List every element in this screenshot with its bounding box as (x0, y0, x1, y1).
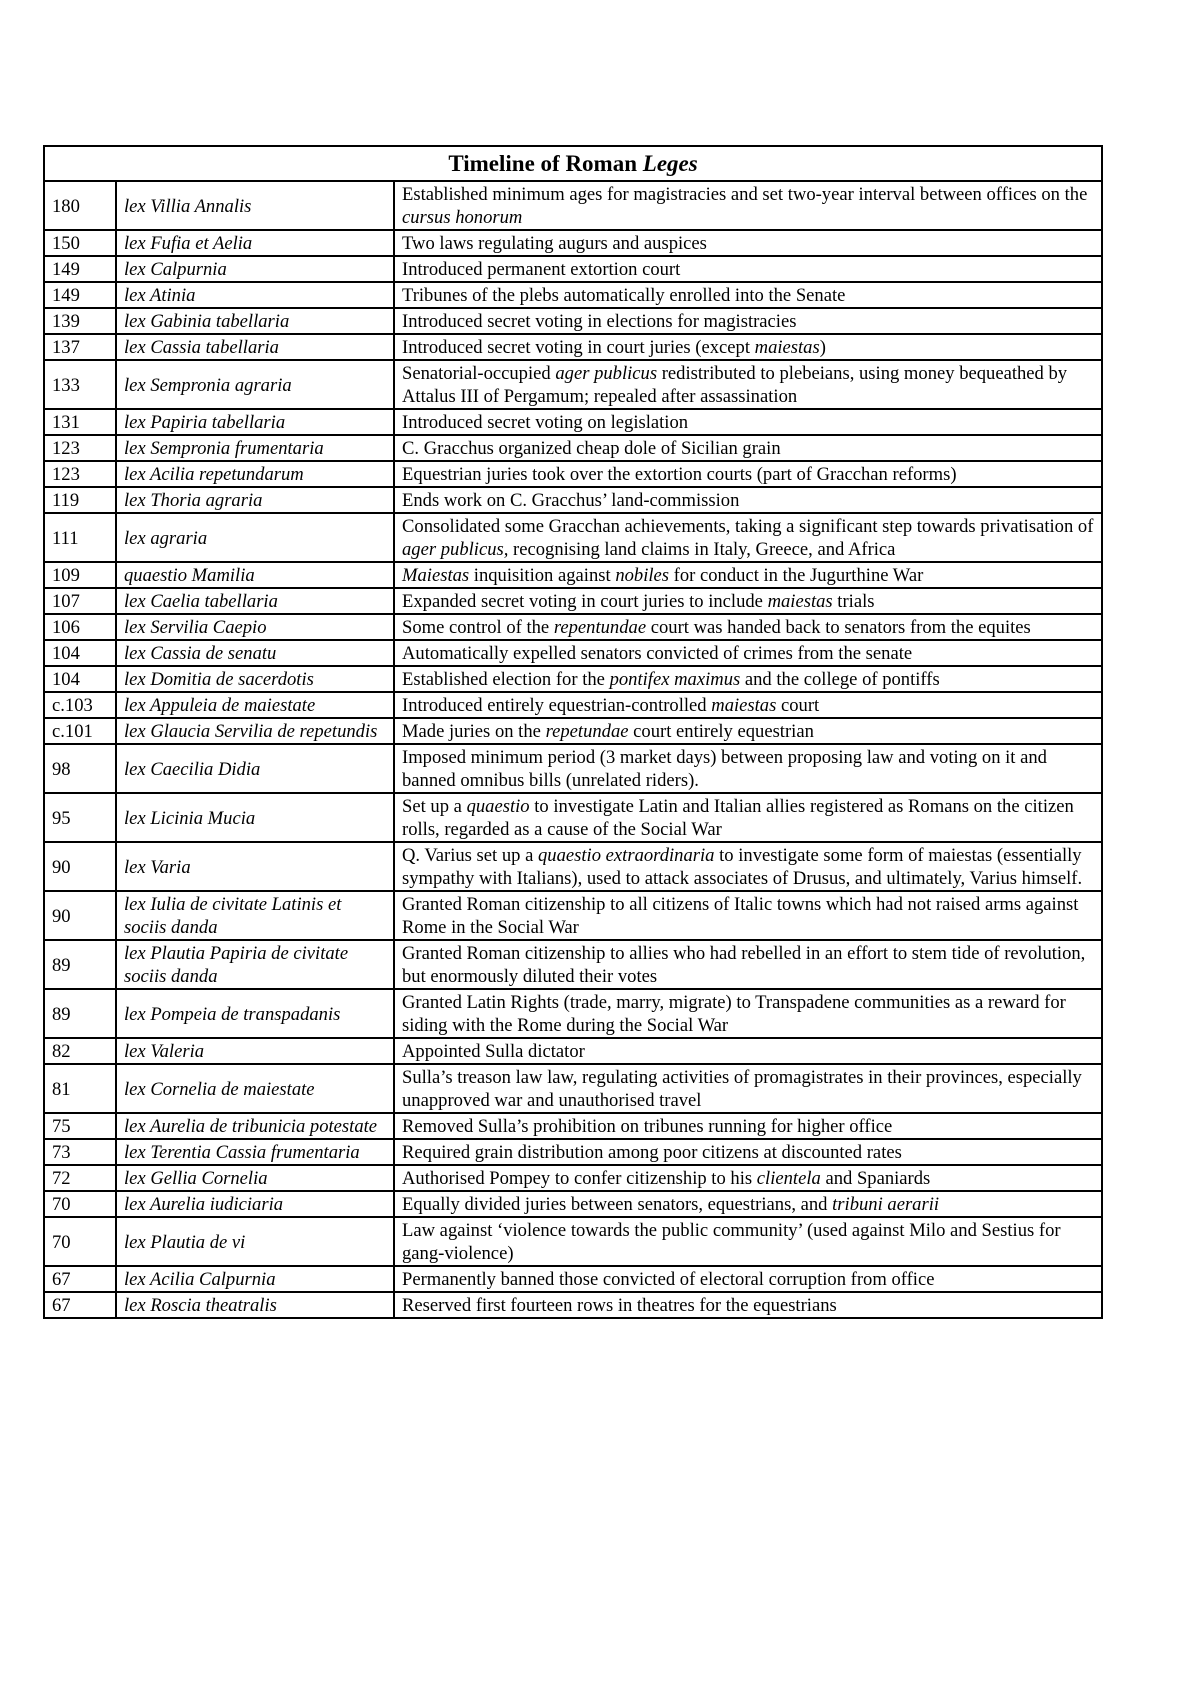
title-row (44, 146, 1102, 181)
description-text: Reserved first fourteen rows in theatres for the equestrians (402, 1295, 837, 1316)
table-title-text: Timeline of Roman (448, 151, 643, 176)
description-text: Introduced secret voting on legislation (402, 412, 689, 433)
description-cell (394, 1038, 1102, 1064)
table-row (44, 891, 1102, 940)
law-name-cell: lex Servilia Caepio (116, 614, 394, 640)
description-text: Granted Roman citizenship to all citizens of Italic towns which had not raised arms against Rome in the Social War (402, 894, 1079, 938)
table-body (44, 181, 1102, 1318)
table-row (44, 360, 1102, 409)
description-text: Imposed minimum period (3 market days) between proposing law and voting on it and banned omnibus bills (unrelated riders). (402, 747, 1047, 791)
description-cell (394, 562, 1102, 588)
description-italic-text: tribuni aerarii (832, 1194, 940, 1215)
law-name-cell: lex Iulia de civitate Latinis et sociis danda (116, 891, 394, 940)
description-cell (394, 891, 1102, 940)
law-name-cell: lex Papiria tabellaria (116, 409, 394, 435)
year-cell: 89 (44, 940, 116, 989)
description-italic-text: repentundae (553, 617, 647, 638)
table-row (44, 1292, 1102, 1318)
description-cell (394, 360, 1102, 409)
year-cell: 109 (44, 562, 116, 588)
year-cell: 133 (44, 360, 116, 409)
description-text: Required grain distribution among poor citizens at discounted rates (402, 1142, 902, 1163)
law-name-cell: lex Villia Annalis (116, 181, 394, 230)
description-text: to investigate Latin and Italian allies registered as Romans on the citizen rolls, regarded as a cause of the Social War (402, 796, 1074, 840)
description-text: trials (832, 591, 875, 612)
description-text: Two laws regulating augurs and auspices (402, 233, 707, 254)
table-row (44, 461, 1102, 487)
description-cell (394, 1217, 1102, 1266)
year-cell: 104 (44, 666, 116, 692)
description-cell (394, 692, 1102, 718)
description-italic-text: Maiestas (402, 565, 470, 586)
description-text: and the college of pontiffs (740, 669, 940, 690)
table-row (44, 744, 1102, 793)
description-cell (394, 181, 1102, 230)
document-page (43, 145, 1101, 1319)
year-cell: 67 (44, 1292, 116, 1318)
law-name-cell: lex Pompeia de transpadanis (116, 989, 394, 1038)
year-cell: 107 (44, 588, 116, 614)
description-italic-text: pontifex maximus (609, 669, 741, 690)
law-name-cell: lex Plautia de vi (116, 1217, 394, 1266)
law-name-cell: lex Acilia Calpurnia (116, 1266, 394, 1292)
law-name-cell: lex Thoria agraria (116, 487, 394, 513)
table-row (44, 435, 1102, 461)
law-name-cell: lex Caecilia Didia (116, 744, 394, 793)
year-cell: 81 (44, 1064, 116, 1113)
description-cell (394, 842, 1102, 891)
year-cell: 119 (44, 487, 116, 513)
description-cell (394, 308, 1102, 334)
description-cell (394, 1064, 1102, 1113)
description-text: recognising land claims in Italy, Greece, and Africa (508, 539, 896, 560)
description-text: Introduced entirely equestrian-controlled (402, 695, 712, 716)
law-name-cell: lex Domitia de sacerdotis (116, 666, 394, 692)
year-cell: 180 (44, 181, 116, 230)
year-cell: 137 (44, 334, 116, 360)
description-cell (394, 614, 1102, 640)
table-row (44, 692, 1102, 718)
law-name-cell: lex Plautia Papiria de civitate sociis danda (116, 940, 394, 989)
law-name-cell: lex Terentia Cassia frumentaria (116, 1139, 394, 1165)
table-row (44, 230, 1102, 256)
description-italic-text: quaestio extraordinaria (538, 845, 715, 866)
description-cell (394, 282, 1102, 308)
table-row (44, 1038, 1102, 1064)
law-name-cell: lex Sempronia agraria (116, 360, 394, 409)
description-italic-text: maiestas (754, 337, 820, 358)
year-cell: 95 (44, 793, 116, 842)
description-text: Ends work on C. Gracchus’ land-commission (402, 490, 740, 511)
year-cell: 72 (44, 1165, 116, 1191)
law-name-cell: lex Fufia et Aelia (116, 230, 394, 256)
description-cell (394, 256, 1102, 282)
year-cell: 70 (44, 1191, 116, 1217)
description-text: Consolidated some Gracchan achievements, taking a significant step towards privatisation of (402, 516, 1094, 537)
year-cell: 82 (44, 1038, 116, 1064)
law-name-cell: lex Aurelia de tribunicia potestate (116, 1113, 394, 1139)
description-cell (394, 230, 1102, 256)
description-cell (394, 588, 1102, 614)
table-row (44, 1113, 1102, 1139)
table-row (44, 1165, 1102, 1191)
description-text: Established minimum ages for magistracies and set two-year interval between offices on the (402, 184, 1088, 205)
description-text: Law against ‘violence towards the public community’ (used against Milo and Sestius for gang-violence) (402, 1220, 1061, 1264)
description-text: and Spaniards (820, 1168, 931, 1189)
table-row (44, 487, 1102, 513)
leges-timeline-table (43, 145, 1103, 1319)
law-name-cell: lex Valeria (116, 1038, 394, 1064)
description-cell (394, 1165, 1102, 1191)
year-cell: 90 (44, 891, 116, 940)
year-cell: 70 (44, 1217, 116, 1266)
description-italic-text: clientela (756, 1168, 821, 1189)
description-cell (394, 409, 1102, 435)
table-row (44, 308, 1102, 334)
table-row (44, 282, 1102, 308)
table-row (44, 1064, 1102, 1113)
table-row (44, 1191, 1102, 1217)
law-name-cell: lex Cassia tabellaria (116, 334, 394, 360)
description-text: Granted Latin Rights (trade, marry, migrate) to Transpadene communities as a reward for siding with the Rome during the Social War (402, 992, 1066, 1036)
law-name-cell: lex Atinia (116, 282, 394, 308)
table-row (44, 793, 1102, 842)
description-text: Set up a (402, 796, 467, 817)
description-italic-text: repetundae (545, 721, 629, 742)
description-text: for conduct in the Jugurthine War (669, 565, 924, 586)
description-cell (394, 1266, 1102, 1292)
description-text: court was handed back to senators from the equites (646, 617, 1031, 638)
description-cell (394, 640, 1102, 666)
table-row (44, 666, 1102, 692)
description-cell (394, 487, 1102, 513)
description-text: Made juries on the (402, 721, 546, 742)
table-row (44, 842, 1102, 891)
law-name-cell: lex Cassia de senatu (116, 640, 394, 666)
description-cell (394, 989, 1102, 1038)
description-text: redistributed to plebeians, using money bequeathed by Attalus III of Pergamum; repealed after assassination (402, 363, 1068, 407)
law-name-cell: lex Cornelia de maiestate (116, 1064, 394, 1113)
description-cell (394, 513, 1102, 562)
law-name-cell: lex Gellia Cornelia (116, 1165, 394, 1191)
description-cell (394, 1139, 1102, 1165)
law-name-cell: lex Glaucia Servilia de repetundis (116, 718, 394, 744)
description-text: Appointed Sulla dictator (402, 1041, 585, 1062)
description-italic-text: ager publicus, (402, 539, 509, 560)
year-cell: 150 (44, 230, 116, 256)
law-name-cell: quaestio Mamilia (116, 562, 394, 588)
table-row (44, 181, 1102, 230)
description-cell (394, 1191, 1102, 1217)
law-name-cell: lex Caelia tabellaria (116, 588, 394, 614)
year-cell: 111 (44, 513, 116, 562)
table-row (44, 1217, 1102, 1266)
description-cell (394, 461, 1102, 487)
law-name-cell: lex Varia (116, 842, 394, 891)
law-name-cell: lex agraria (116, 513, 394, 562)
description-italic-text: cursus honorum (402, 207, 523, 228)
description-text: Introduced permanent extortion court (402, 259, 681, 280)
table-row (44, 334, 1102, 360)
table-row (44, 588, 1102, 614)
table-row (44, 1266, 1102, 1292)
year-cell: 67 (44, 1266, 116, 1292)
table-row (44, 989, 1102, 1038)
table-row (44, 256, 1102, 282)
description-text: ) (819, 337, 826, 358)
table-row (44, 1139, 1102, 1165)
law-name-cell: lex Licinia Mucia (116, 793, 394, 842)
year-cell: 123 (44, 435, 116, 461)
year-cell: c.103 (44, 692, 116, 718)
year-cell: 75 (44, 1113, 116, 1139)
year-cell: 98 (44, 744, 116, 793)
year-cell: c.101 (44, 718, 116, 744)
year-cell: 106 (44, 614, 116, 640)
table-row (44, 562, 1102, 588)
description-cell (394, 334, 1102, 360)
description-italic-text: quaestio (466, 796, 530, 817)
table-title (44, 146, 1102, 181)
year-cell: 131 (44, 409, 116, 435)
description-text: Senatorial-occupied (402, 363, 556, 384)
law-name-cell: lex Gabinia tabellaria (116, 308, 394, 334)
description-text: to investigate some form of maiestas (essentially sympathy with Italians), used to attack associates of Drusus, and ultimately, Varius himself. (402, 845, 1083, 889)
law-name-cell: lex Aurelia iudiciaria (116, 1191, 394, 1217)
description-text: Introduced secret voting in court juries (except (402, 337, 755, 358)
year-cell: 73 (44, 1139, 116, 1165)
year-cell: 104 (44, 640, 116, 666)
description-text: Equestrian juries took over the extortion courts (part of Gracchan reforms) (402, 464, 957, 485)
description-cell (394, 1113, 1102, 1139)
description-cell (394, 744, 1102, 793)
law-name-cell: lex Acilia repetundarum (116, 461, 394, 487)
description-text: Equally divided juries between senators, equestrians, and (402, 1194, 833, 1215)
table-row (44, 409, 1102, 435)
description-text: Q. Varius set up a (402, 845, 538, 866)
description-text: Expanded secret voting in court juries to include (402, 591, 768, 612)
law-name-cell: lex Roscia theatralis (116, 1292, 394, 1318)
description-text: Granted Roman citizenship to allies who had rebelled in an effort to stem tide of revolution, but enormously diluted their votes (402, 943, 1086, 987)
year-cell: 139 (44, 308, 116, 334)
law-name-cell: lex Sempronia frumentaria (116, 435, 394, 461)
description-italic-text: nobiles (615, 565, 670, 586)
description-text: court entirely equestrian (628, 721, 814, 742)
table-row (44, 640, 1102, 666)
description-text: Sulla’s treason law law, regulating activities of promagistrates in their provinces, especially unapproved war and unauthorised travel (402, 1067, 1082, 1111)
year-cell: 90 (44, 842, 116, 891)
table-row (44, 614, 1102, 640)
description-italic-text: ager publicus (555, 363, 658, 384)
description-text: inquisition against (469, 565, 616, 586)
description-text: Established election for the (402, 669, 610, 690)
law-name-cell: lex Appuleia de maiestate (116, 692, 394, 718)
table-title-italic: Leges (642, 151, 698, 176)
description-text: Automatically expelled senators convicted of crimes from the senate (402, 643, 913, 664)
year-cell: 89 (44, 989, 116, 1038)
description-text: court (776, 695, 820, 716)
table-row (44, 513, 1102, 562)
year-cell: 149 (44, 256, 116, 282)
description-cell (394, 435, 1102, 461)
description-cell (394, 718, 1102, 744)
description-text: Authorised Pompey to confer citizenship to his (402, 1168, 757, 1189)
description-text: Permanently banned those convicted of electoral corruption from office (402, 1269, 935, 1290)
description-cell (394, 1292, 1102, 1318)
year-cell: 123 (44, 461, 116, 487)
year-cell: 149 (44, 282, 116, 308)
description-text: C. Gracchus organized cheap dole of Sicilian grain (402, 438, 781, 459)
description-italic-text: maiestas (711, 695, 777, 716)
table-row (44, 940, 1102, 989)
table-row (44, 718, 1102, 744)
description-text: Introduced secret voting in elections for magistracies (402, 311, 797, 332)
description-cell (394, 666, 1102, 692)
law-name-cell: lex Calpurnia (116, 256, 394, 282)
description-text: Removed Sulla’s prohibition on tribunes running for higher office (402, 1116, 893, 1137)
description-text: Tribunes of the plebs automatically enrolled into the Senate (402, 285, 846, 306)
description-text: Some control of the (402, 617, 554, 638)
description-cell (394, 793, 1102, 842)
description-cell (394, 940, 1102, 989)
description-italic-text: maiestas (767, 591, 833, 612)
